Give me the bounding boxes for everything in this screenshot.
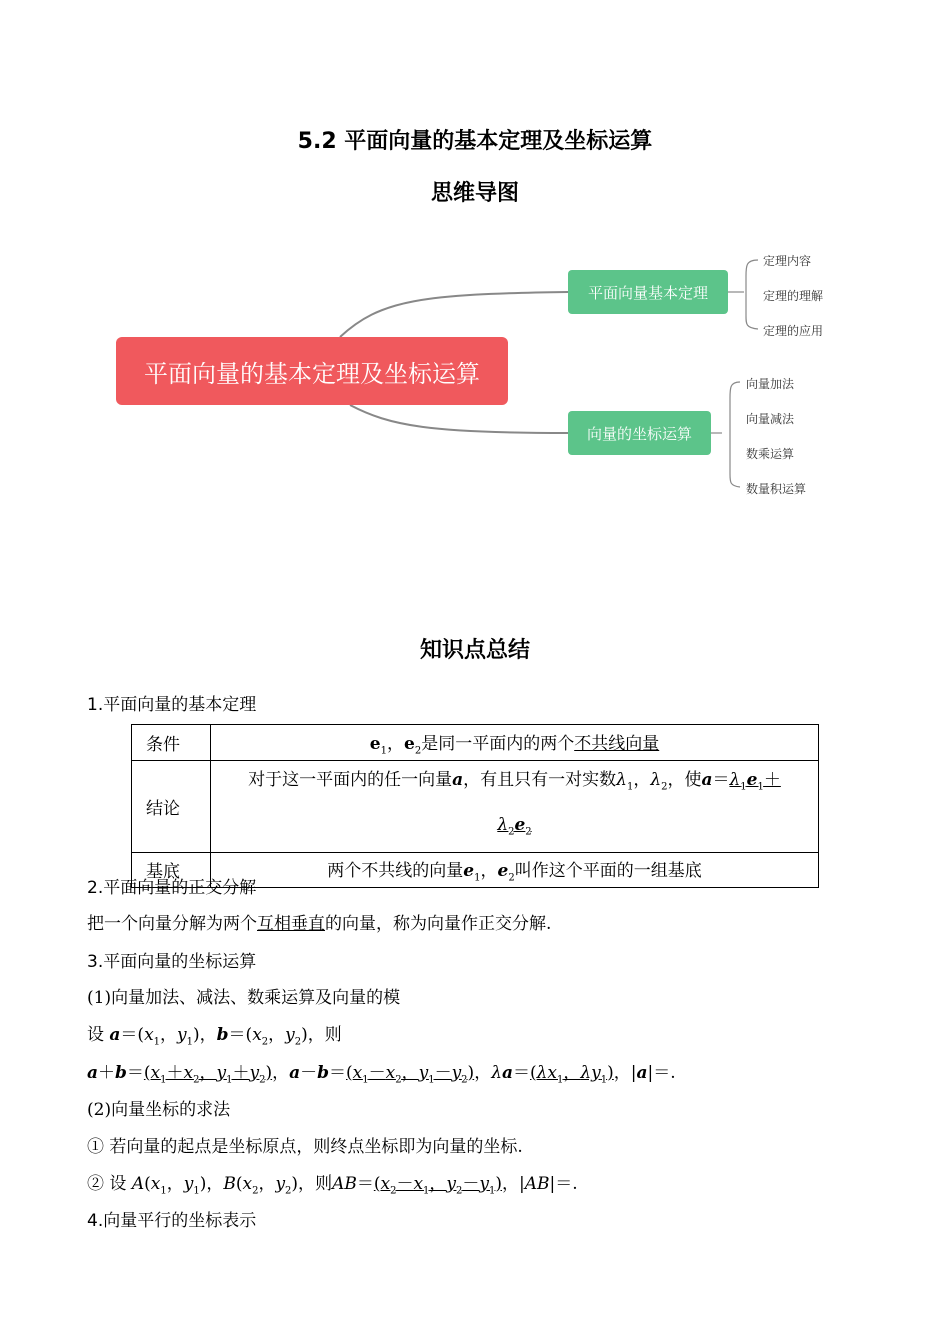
section-3-heading: 3.平面向量的坐标运算 bbox=[87, 952, 257, 972]
section-1-heading: 1.平面向量的基本定理 bbox=[87, 695, 257, 715]
leaf-theorem-understanding: 定理的理解 bbox=[763, 289, 824, 303]
section-3-formula-line: $a+b=(x_1+x_2$，$y_1+y_2$)，$a-b=(x_1-x_2$，$y_1-y_2$)，$\lambda a=(\lambda x_1$，$\lambda y_1$)，|a|＝. bbox=[87, 1063, 676, 1086]
leaf-dot-product: 数量积运算 bbox=[746, 482, 807, 496]
mindmap-heading: 思维导图 bbox=[430, 181, 519, 206]
section-3-paragraph-1: (1)向量加法、减法、数乘运算及向量的模 bbox=[87, 988, 401, 1008]
leaf-theorem-application: 定理的应用 bbox=[763, 324, 824, 338]
section-4-heading: 4.向量平行的坐标表示 bbox=[87, 1211, 257, 1231]
branch-node-basic-theorem: 平面向量基本定理 bbox=[568, 270, 728, 314]
row-label-basis: 基底 bbox=[132, 852, 211, 887]
theorem-table bbox=[131, 724, 819, 888]
leaf-theorem-content: 定理内容 bbox=[763, 254, 812, 268]
section-3-paragraph-5: ① 若向量的起点是坐标原点，则终点坐标即为向量的坐标. bbox=[87, 1137, 523, 1157]
branch-node-coordinate-ops: 向量的坐标运算 bbox=[568, 411, 711, 455]
row-value-conclusion: 对于这一平面内的任一向量a，有且只有一对实数$\lambda_1$，$\lambda_2$，使$a=\lambda_1e_1+$ $\lambda_2e_2$ bbox=[211, 761, 819, 853]
leaf-vector-subtraction: 向量减法 bbox=[746, 412, 795, 426]
section-2-heading: 2.平面向量的正交分解 bbox=[87, 878, 257, 898]
mind-map bbox=[0, 230, 950, 510]
section-3-paragraph-2: 设 $a=(x_1$，$y_1$)，$b=(x_2$，$y_2$)，则 bbox=[87, 1025, 342, 1048]
row-label-condition: 条件 bbox=[132, 725, 211, 761]
leaf-vector-addition: 向量加法 bbox=[746, 377, 795, 391]
row-value-condition: $e_1$，$e_2$是同一平面内的两个不共线向量 bbox=[211, 725, 819, 761]
row-value-basis: 两个不共线的向量$e_1$，$e_2$叫作这个平面的一组基底 bbox=[211, 852, 819, 887]
table-row bbox=[132, 725, 819, 761]
summary-heading: 知识点总结 bbox=[419, 638, 530, 663]
section-3-paragraph-6: ② 设 $A(x_1$，$y_1$)，$B(x_2$，$y_2$)，则$AB=(x_2-x_1$，$y_2-y_1$)，|AB|＝. bbox=[87, 1174, 578, 1197]
root-node: 平面向量的基本定理及坐标运算 bbox=[116, 337, 508, 405]
row-label-conclusion: 结论 bbox=[132, 761, 211, 853]
section-3-paragraph-4: (2)向量坐标的求法 bbox=[87, 1100, 231, 1120]
document-title: 5.2 平面向量的基本定理及坐标运算 bbox=[297, 129, 653, 154]
leaf-scalar-multiplication: 数乘运算 bbox=[746, 447, 795, 461]
section-2-body: 把一个向量分解为两个互相垂直的向量，称为向量作正交分解. bbox=[87, 914, 552, 934]
table-row bbox=[132, 761, 819, 853]
